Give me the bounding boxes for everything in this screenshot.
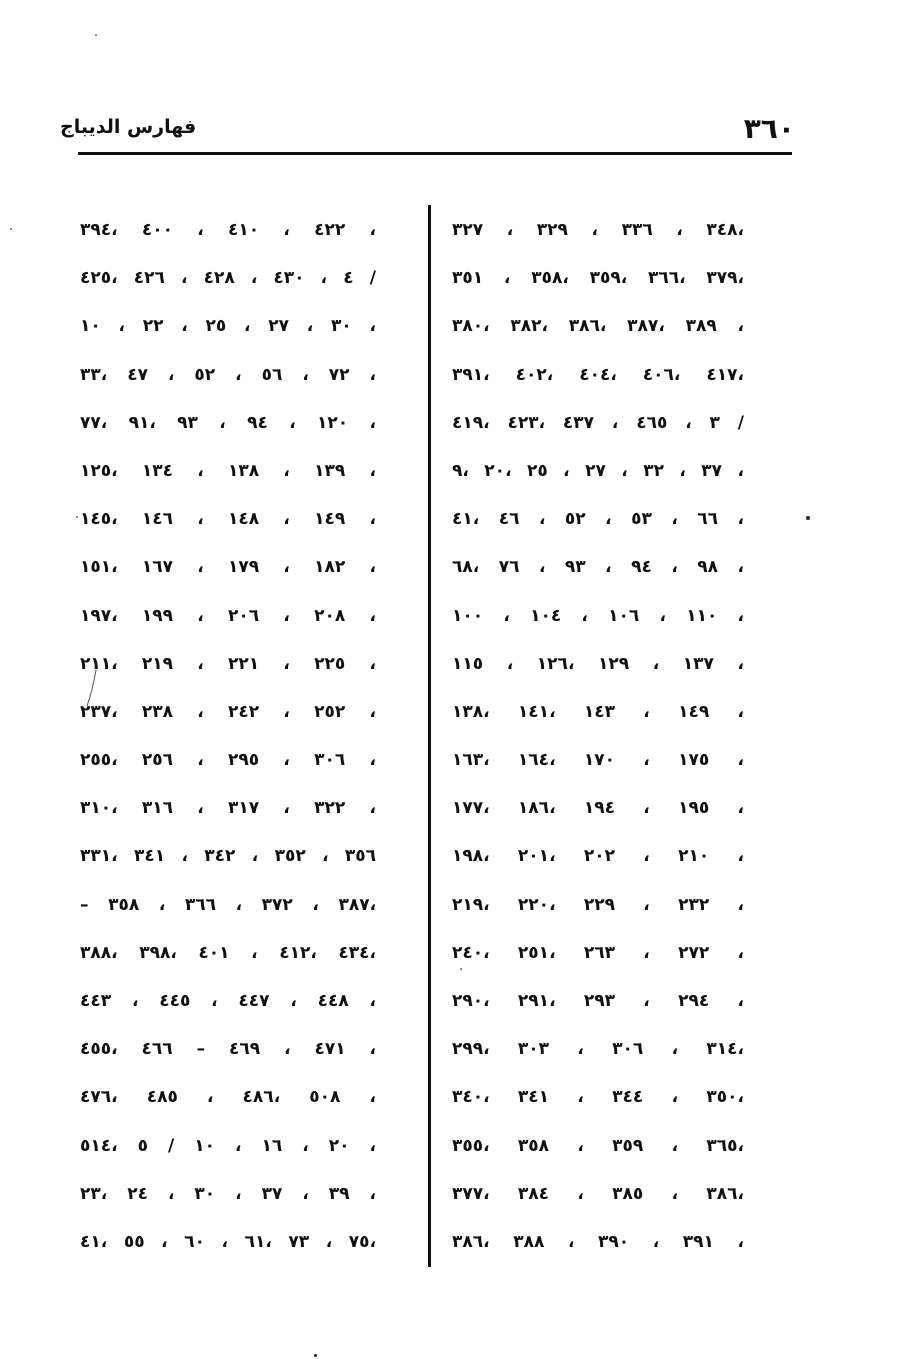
index-line: ، ٢٣٢ ، ٢٢٩ ،٢٢٠ ،٢١٩ (452, 894, 744, 915)
index-line: / ٣ ، ٤٦٥ ، ٤٣٧ ،٤٢٣ ،٤١٩ (452, 412, 744, 433)
index-line: ، ٣٨٩ ،٣٨٧ ،٣٨٦ ،٣٨٢ ،٣٨٠ (452, 316, 744, 337)
index-line: ، ٢٩٤ ، ٢٩٣ ،٢٩١ ،٢٩٠ (452, 991, 744, 1011)
index-line: ،٣٥٠ ، ٣٤٤ ، ٣٤١ ،٣٤٠ (452, 1087, 744, 1108)
index-line: ،٣٤٨ ، ٣٣٦ ، ٣٢٩ ، ٣٢٧ (452, 220, 744, 240)
index-line: ، ٣٢٢ ، ٣١٧ ، ٣١٦ ،٣١٠ (80, 798, 376, 819)
index-line: ، ١٤٩ ، ١٤٨ ، ١٤٦ ،١٤٥ (80, 509, 376, 530)
index-line: ،٣٨٧ ، ٣٧٢ ، ٣٦٦ ، ٣٥٨ – (80, 894, 376, 915)
scan-speck (10, 228, 12, 230)
scan-speck (76, 516, 78, 518)
index-line: ، ٤٧١ ، ٤٦٩ – ٤٦٦ ،٤٥٥ (80, 1039, 376, 1060)
header-rule (78, 152, 792, 155)
index-line: / ٤ ، ٤٣٠ ، ٤٢٨ ، ٤٢٦ ،٤٢٥ (80, 268, 376, 289)
index-line: ، ٦٦ ، ٥٣ ، ٥٢ ، ٤٦ ،٤١ (452, 509, 744, 530)
index-line: ، ٢١٠ ، ٢٠٢ ،٢٠١ ،١٩٨ (452, 846, 744, 867)
page-number: ٣٦٠ (743, 112, 795, 145)
index-line: ، ١٢٠ ، ٩٤ ، ٩٣ ،٩١ ،٧٧ (80, 412, 376, 433)
scan-speck (314, 1354, 317, 1357)
index-line: ، ٤٤٨ ، ٤٤٧ ، ٤٤٥ ، ٤٤٣ (80, 991, 376, 1011)
index-line: ، ٢٢٥ ، ٢٢١ ، ٢١٩ ،٢١١ (80, 653, 376, 674)
index-line: ، ٢٠٨ ، ٢٠٦ ، ١٩٩ ،١٩٧ (80, 605, 376, 626)
index-line: ، ٢٥٢ ، ٢٤٢ ، ٢٣٨ ،٢٣٧ (80, 701, 376, 722)
index-column-right (452, 210, 744, 1270)
scan-speck (95, 34, 97, 36)
index-line: ، ١٨٢ ، ١٧٩ ، ١٦٧ ،١٥١ (80, 557, 376, 578)
index-line: ،٣١٤ ، ٣٠٦ ، ٣٠٣ ،٢٩٩ (452, 1039, 744, 1060)
index-line: ، ٣٠ ، ٢٧ ، ٢٥ ، ٢٢ ، ١٠ (80, 316, 376, 337)
index-line: ،٣٧٩ ،٣٦٦ ،٣٥٩ ،٣٥٨ ، ٣٥١ (452, 268, 744, 289)
index-line: ، ٩٨ ، ٩٤ ، ٩٣ ، ٧٦ ،٦٨ (452, 557, 744, 578)
index-line: ، ٢٠ ، ١٦ ، ١٠ / ٥ ،٥١٤ (80, 1135, 376, 1156)
index-line: ، ١٧٥ ، ١٧٠ ،١٦٤ ،١٦٣ (452, 750, 744, 771)
scan-speck (460, 968, 462, 970)
index-line: ، ٥٠٨ ،٤٨٦ ، ٤٨٥ ،٤٧٦ (80, 1087, 376, 1108)
index-line: ، ١٤٩ ، ١٤٣ ،١٤١ ،١٣٨ (452, 701, 744, 722)
index-line: ، ١٩٥ ، ١٩٤ ،١٨٦ ،١٧٧ (452, 798, 744, 819)
index-line: ، ٣٩١ ، ٣٩٠ ، ٣٨٨ ،٣٨٦ (452, 1231, 744, 1252)
index-line: ، ٤٢٢ ، ٤١٠ ، ٤٠٠ ،٣٩٤ (80, 220, 376, 240)
index-line: ، ٣٠٦ ، ٢٩٥ ، ٢٥٦ ،٢٥٥ (80, 750, 376, 771)
running-title: فهارس الديباج (60, 116, 197, 138)
index-line: ،٣٦٥ ، ٣٥٩ ، ٣٥٨ ،٣٥٥ (452, 1135, 744, 1156)
index-line: ،٧٥ ، ٧٣ ،٦١ ، ٦٠ ، ٥٥ ،٤١ (80, 1231, 376, 1252)
index-line: ، ٧٢ ، ٥٦ ، ٥٢ ، ٤٧ ،٣٣ (80, 364, 376, 385)
index-column-left (80, 210, 376, 1270)
index-line: ٣٥٦ ، ٣٥٢ ، ٣٤٢ ، ٣٤١ ،٣٣١ (80, 846, 376, 867)
index-line: ، ١١٠ ، ١٠٦ ، ١٠٤ ، ١٠٠ (452, 605, 744, 626)
index-line: ، ٣٧ ، ٣٢ ، ٢٧ ، ٢٥ ،٢٠ ،٩ (452, 460, 744, 481)
column-divider (428, 205, 431, 1267)
index-line: ،٣٨٦ ، ٣٨٥ ، ٣٨٤ ،٣٧٧ (452, 1183, 744, 1204)
index-line: ، ٣٩ ، ٣٧ ، ٣٠ ، ٢٤ ،٢٣ (80, 1183, 376, 1204)
pencil-mark (84, 668, 100, 708)
index-line: ،٤٣٤ ،٤١٢ ، ٤٠١ ،٣٩٨ ،٣٨٨ (80, 942, 376, 963)
index-line: ، ١٣٧ ، ١٢٩ ،١٢٦ ، ١١٥ (452, 653, 744, 674)
scan-speck (806, 516, 810, 520)
index-line: ، ١٣٩ ، ١٣٨ ، ١٣٤ ،١٢٥ (80, 460, 376, 481)
index-line: ، ٢٧٢ ، ٢٦٣ ،٢٥١ ،٢٤٠ (452, 942, 744, 963)
index-line: ،٤١٧ ،٤٠٦ ،٤٠٤ ،٤٠٢ ،٣٩١ (452, 364, 744, 385)
